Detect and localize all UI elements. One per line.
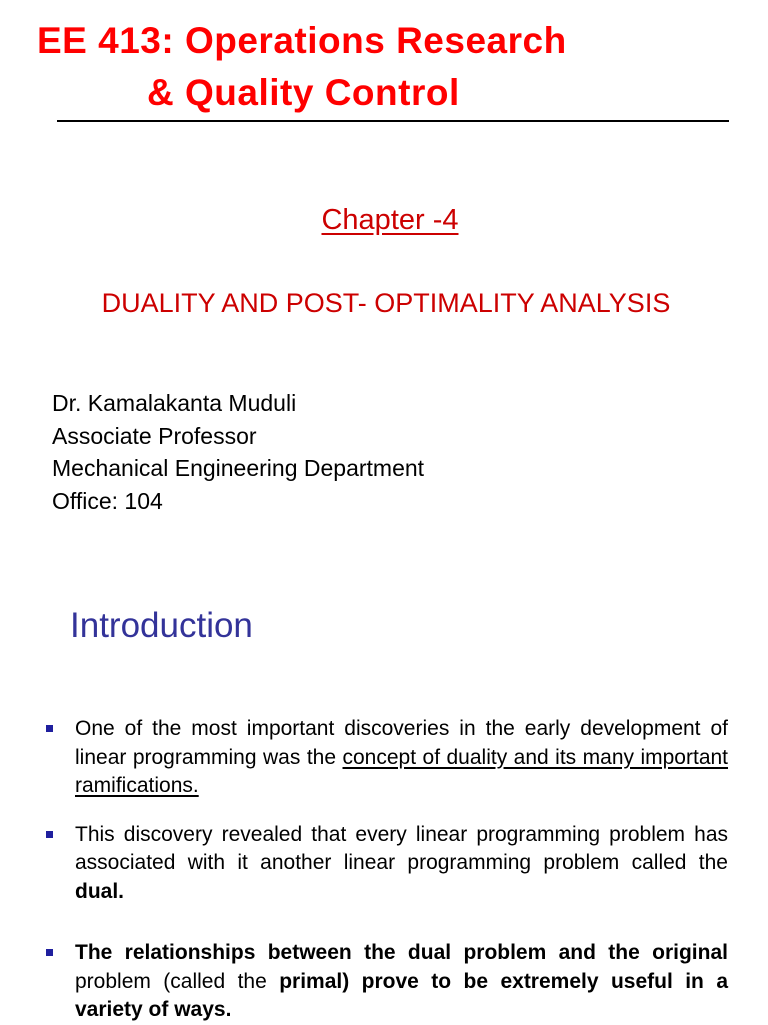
author-position: Associate Professor — [52, 422, 257, 449]
chapter-subtitle: DUALITY AND POST- OPTIMALITY ANALYSIS — [101, 288, 671, 318]
document-title-line-2: & Quality Control — [147, 72, 460, 113]
author-block — [52, 387, 424, 517]
bullet-text: This discovery revealed that every linear programming problem has associated with it another linear programming problem called the — [75, 822, 728, 874]
bullet-list — [46, 715, 728, 1025]
bullet-item — [46, 715, 728, 801]
bullet-bold-text: The relationships between the dual problem and the original — [75, 941, 728, 964]
document-title-line-1: EE 413: Operations Research — [37, 20, 567, 61]
square-bullet-icon — [46, 949, 53, 956]
bullet-text: One of the most important discoveries in the early development of linear programming was the — [75, 717, 728, 769]
square-bullet-icon — [46, 831, 53, 838]
title-divider — [57, 120, 729, 122]
bullet-item — [46, 939, 728, 1025]
bullet-bold-text: primal) prove to be extremely useful in a variety of ways. — [75, 969, 728, 1021]
square-bullet-icon — [46, 725, 53, 732]
section-heading: Introduction — [70, 606, 253, 645]
bullet-bold-text: dual. — [75, 879, 125, 903]
author-department: Mechanical Engineering Department — [52, 455, 425, 481]
author-office: Office: 104 — [52, 487, 163, 514]
bullet-item — [46, 821, 728, 907]
bullet-text: problem (called the — [75, 969, 280, 993]
chapter-label: Chapter -4 — [321, 204, 459, 236]
author-name: Dr. Kamalakanta Muduli — [52, 390, 297, 416]
bullet-underlined-text: concept of duality and its many important ramifications. — [75, 745, 729, 797]
